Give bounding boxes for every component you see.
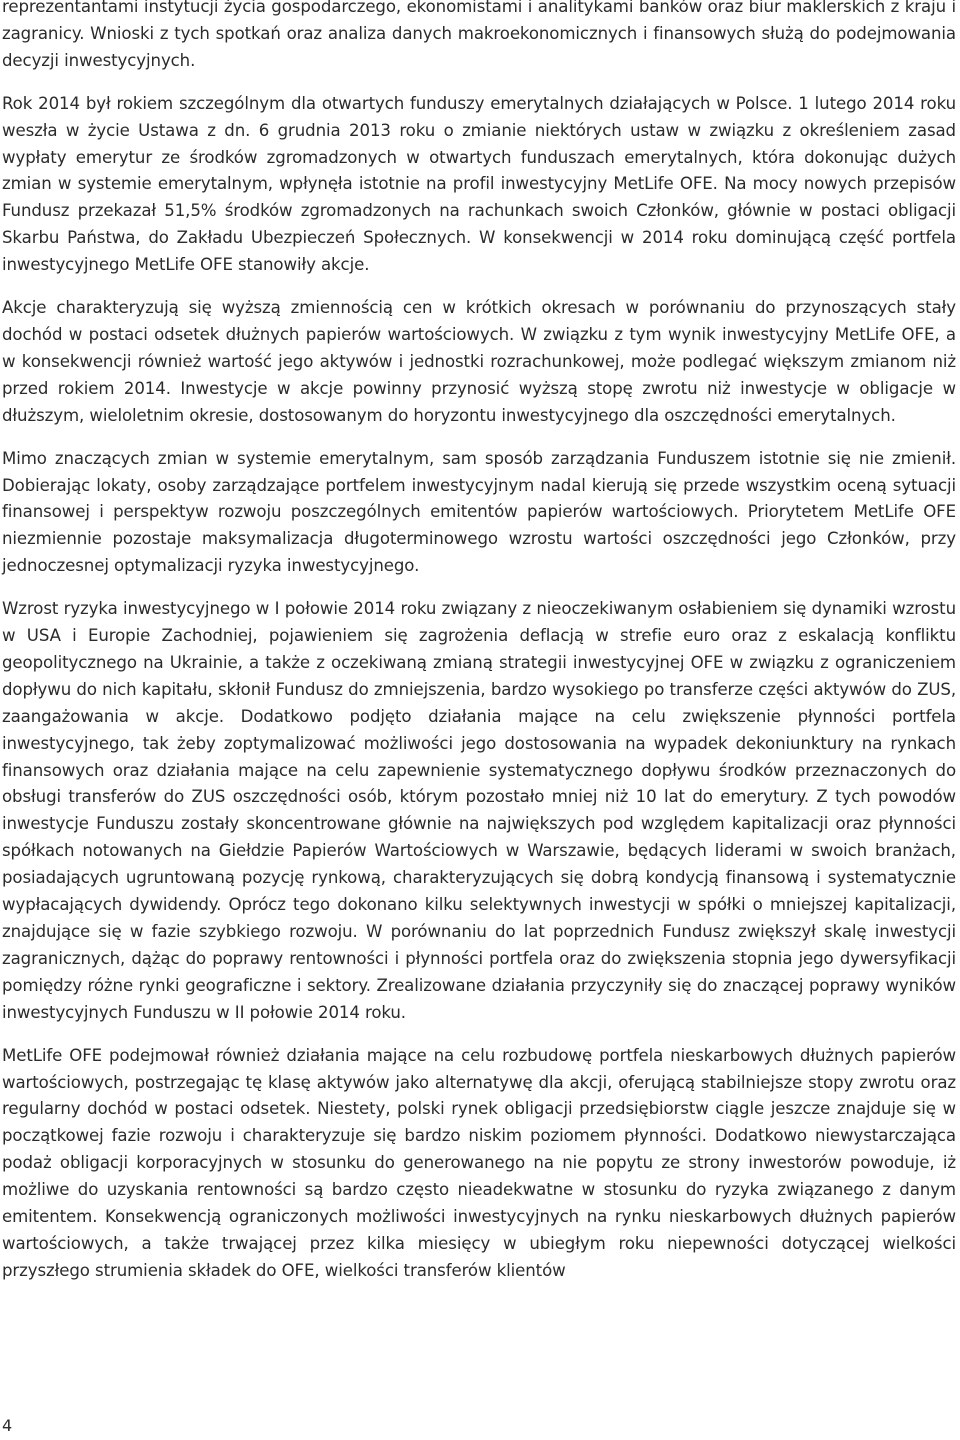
- page-number: 4: [2, 1416, 13, 1435]
- paragraph-management-approach: Mimo znaczących zmian w systemie emerytalnym, sam sposób zarządzania Funduszem istotnie się nie zmienił. Dobierając lokaty, osoby zarządzające portfelem inwestycyjnym nadal kierują się przede wszystkim oceną sytuacji finansowej i perspektyw rozwoju poszczególnych emitentów papierów wartościowych. Priorytetem MetLife OFE niezmiennie pozostaje maksymalizacja długoterminowego wzrostu wartości oszczędności jego Członków, przy jednoczesnej optymalizacji ryzyka inwestycyjnego.: [2, 448, 956, 576]
- paragraph-intro-continuation: reprezentantami instytucji życia gospodarczego, ekonomistami i analitykami banków oraz biur maklerskich z kraju i zagranicy. Wnioski z tych spotkań oraz analiza danych makroekonomicznych i finansowych służą do podejmowania decyzji inwestycyjnych.: [2, 0, 956, 70]
- paragraph-2014-pension-reform: Rok 2014 był rokiem szczególnym dla otwartych funduszy emerytalnych działających w Polsce. 1 lutego 2014 roku weszła w życie Ustawa z dn. 6 grudnia 2013 roku o zmianie niektórych ustaw w związku z określeniem zasad wypłaty emerytur ze środków zgromadzonych w otwartych funduszach emerytalnych, która dokonując dużych zmian w systemie emerytalnym, wpłynęła istotnie na profil inwestycyjny MetLife OFE. Na mocy nowych przepisów Fundusz przekazał 51,5% środków zgromadzonych na rachunkach swoich Członków, głównie w postaci obligacji Skarbu Państwa, do Zakładu Ubezpieczeń Społecznych. W konsekwencji w 2014 roku dominującą część portfela inwestycyjnego MetLife OFE stanowiły akcje.: [2, 93, 956, 275]
- paragraph-investment-risk-2014: Wzrost ryzyka inwestycyjnego w I połowie 2014 roku związany z nieoczekiwanym osłabieniem się dynamiki wzrostu w USA i Europie Zachodniej, pojawieniem się zagrożenia deflacją w strefie euro oraz z eskalacją konfliktu geopolitycznego na Ukrainie, a także z oczekiwaną zmianą strategii inwestycyjnej OFE w związku z ograniczeniem dopływu do nich kapitału, skłonił Fundusz do zmniejszenia, bardzo wysokiego po transferze części aktywów do ZUS, zaangażowania w akcje. Dodatkowo podjęto działania mające na celu zwiększenie płynności portfela inwestycyjnego, tak żeby zoptymalizować możliwości jego dostosowania na wypadek dekoniunktury na rynkach finansowych oraz działania mające na celu zapewnienie systematycznego dopływu środków przeznaczonych do obsługi transferów do ZUS oszczędności osób, którym pozostało mniej niż 10 lat do emerytury. Z tych powodów inwestycje Funduszu zostały skoncentrowane głównie na największych pod względem kapitalizacji oraz płynności spółkach notowanych na Giełdzie Papierów Wartościowych w Warszawie, będących liderami w swoich branżach, posiadających ugruntowaną pozycję rynkową, charakteryzujących się dobrą kondycją finansową i systematycznie wypłacających dywidendy. Oprócz tego dokonano kilku selektywnych inwestycji w spółki o mniejszej kapitalizacji, znajdujące się w fazie szybkiego rozwoju. W porównaniu do lat poprzednich Fundusz zwiększył skalę inwestycji zagranicznych, dążąc do poprawy rentowności i płynności portfela oraz do zwiększenia stopnia jego dywersyfikacji pomiędzy różne rynki geograficzne i sektory. Zrealizowane działania przyczyniły się do znaczącej poprawy wyników inwestycyjnych Funduszu w II połowie 2014 roku.: [2, 599, 956, 1022]
- paragraph-corporate-bonds: MetLife OFE podejmował również działania mające na celu rozbudowę portfela nieskarbowych dłużnych papierów wartościowych, postrzegając tę klasę aktywów jako alternatywę dla akcji, oferującą stabilniejsze stopy zwrotu oraz regularny dochód w postaci odsetek. Niestety, polski rynek obligacji przedsiębiorstw ciągle jeszcze znajduje się w początkowej fazie rozwoju i charakteryzuje się bardzo niskim poziomem płynności. Dodatkowo niewystarczająca podaż obligacji korporacyjnych w stosunku do generowanego na nie popytu ze strony inwestorów powoduje, iż możliwe do uzyskania rentowności są bardzo często nieadekwatne w stosunku do ryzyka związanego z danym emitentem. Konsekwencją ograniczonych możliwości inwestycyjnych na rynku nieskarbowych dłużnych papierów wartościowych, a także trwającej przez kilka miesięcy w ubiegłym roku niepewności dotyczącej wielkości przyszłego strumienia składek do OFE, wielkości transferów klientów: [2, 1045, 956, 1280]
- paragraph-equity-volatility: Akcje charakteryzują się wyższą zmiennością cen w krótkich okresach w porównaniu do przynoszących stały dochód w postaci odsetek dłużnych papierów wartościowych. W związku z tym wynik inwestycyjny MetLife OFE, a w konsekwencji również wartość jego aktywów i jednostki rozrachunkowej, może podlegać większym zmianom niż przed rokiem 2014. Inwestycje w akcje powinny przynosić wyższą stopę zwrotu niż inwestycje w obligacje w dłuższym, wieloletnim okresie, dostosowanym do horyzontu inwestycyjnego dla oszczędności emerytalnych.: [2, 298, 956, 425]
